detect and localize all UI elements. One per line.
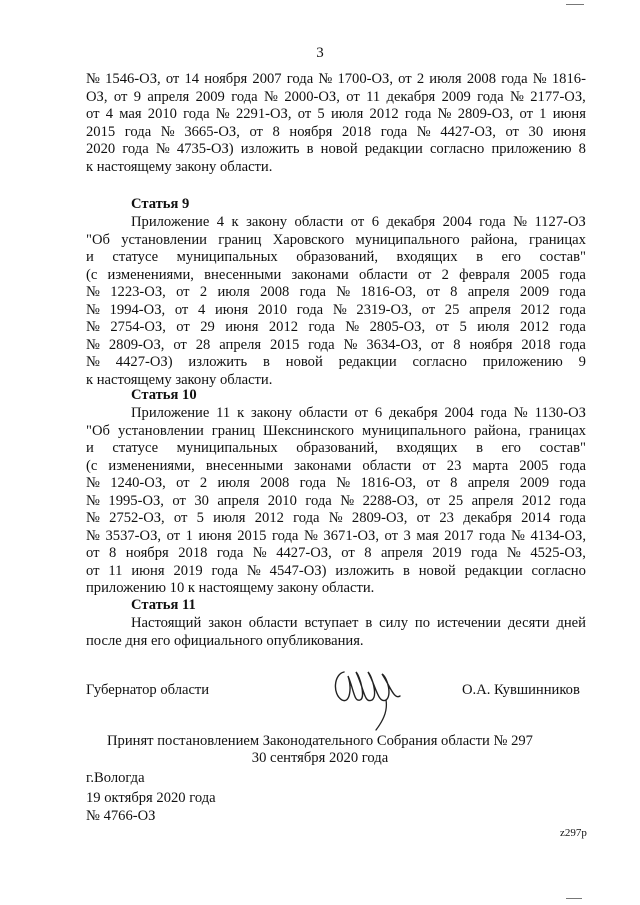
text-line: Приложение 11 к закону области от 6 декабря 2004 года № 1130-ОЗ <box>131 405 586 421</box>
text-line: № 4427-ОЗ) изложить в новой редакции согласно приложению 9 <box>86 354 586 370</box>
text-line: № 2809-ОЗ, от 28 апреля 2015 года № 3634-ОЗ, от 8 ноября 2018 года <box>86 336 586 353</box>
city: г.Вологда <box>86 770 145 786</box>
signing-date: 19 октября 2020 года <box>86 790 216 806</box>
document-code: z297p <box>560 827 587 839</box>
text-line: № 2752-ОЗ, от 5 июля 2012 года № 2809-ОЗ, от 23 декабря 2014 года <box>86 510 586 526</box>
article-10-heading: Статья 10 <box>131 387 197 403</box>
text-line: к настоящему закону области. <box>86 158 273 175</box>
text-line: № 1546-ОЗ, от 14 ноября 2007 года № 1700-ОЗ, от 2 июля 2008 года № 1816- <box>86 71 586 87</box>
text-line: Приложение 4 к закону области от 6 декабря 2004 года № 1127-ОЗ <box>131 214 586 230</box>
text-line: № 3537-ОЗ, от 1 июня 2015 года № 3671-ОЗ, от 3 мая 2017 года № 4134-ОЗ, <box>86 527 586 544</box>
text-line: от 11 июня 2019 года № 4547-ОЗ) изложить в новой редакции согласно <box>86 562 586 579</box>
text-line: после дня его официального опубликования. <box>86 632 364 649</box>
text-line: "Об установлении границ Шекснинского муниципального района, границах <box>86 422 586 439</box>
text-line: и статусе муниципальных образований, входящих в его состав" <box>86 249 586 265</box>
text-line: от 4 мая 2010 года № 2291-ОЗ, от 5 июля 2012 года № 2809-ОЗ, от 1 июня <box>86 106 586 122</box>
text-line: № 1995-ОЗ, от 30 апреля 2010 года № 2288-ОЗ, от 25 апреля 2012 года <box>86 492 586 509</box>
text-line: от 8 ноября 2018 года № 4427-ОЗ, от 8 апреля 2019 года № 4525-ОЗ, <box>86 545 586 561</box>
page-number: 3 <box>316 45 324 61</box>
text-line: № 1994-ОЗ, от 4 июня 2010 года № 2319-ОЗ, от 25 апреля 2012 года <box>86 301 586 318</box>
adoption-line-1: Принят постановлением Законодательного Собрания области № 297 <box>107 733 533 749</box>
article-11-heading: Статья 11 <box>131 597 196 613</box>
text-line: 2020 года № 4735-ОЗ) изложить в новой редакции согласно приложению 8 <box>86 141 586 157</box>
governor-name: О.А. Кувшинников <box>462 682 580 698</box>
text-line: № 1223-ОЗ, от 2 июля 2008 года № 1816-ОЗ, от 8 апреля 2009 года <box>86 284 586 300</box>
law-number: № 4766-ОЗ <box>86 808 156 824</box>
governor-signature <box>330 660 410 732</box>
article-9-heading: Статья 9 <box>131 196 190 212</box>
text-line: приложению 10 к настоящему закону области. <box>86 580 375 596</box>
text-line: Настоящий закон области вступает в силу по истечении десяти дней <box>131 615 586 631</box>
text-line: и статусе муниципальных образований, входящих в его состав" <box>86 440 586 456</box>
text-line: № 2754-ОЗ, от 29 июня 2012 года № 2805-ОЗ, от 5 июля 2012 года <box>86 319 586 335</box>
text-line: 2015 года № 3665-ОЗ, от 8 ноября 2018 года № 4427-ОЗ, от 30 июня <box>86 123 586 140</box>
scan-mark <box>566 898 582 899</box>
adoption-line-2: 30 сентября 2020 года <box>251 750 389 766</box>
text-line: ОЗ, от 9 апреля 2009 года № 2000-ОЗ, от 11 декабря 2009 года № 2177-ОЗ, <box>86 88 586 105</box>
text-line: № 1240-ОЗ, от 2 июля 2008 года № 1816-ОЗ, от 8 апреля 2009 года <box>86 475 586 491</box>
text-line: (с изменениями, внесенными законами области от 23 марта 2005 года <box>86 457 586 474</box>
scan-mark <box>566 4 584 5</box>
governor-title: Губернатор области <box>86 682 210 698</box>
text-line: к настоящему закону области. <box>86 371 273 388</box>
text-line: "Об установлении границ Харовского муниципального района, границах <box>86 231 586 248</box>
text-line: (с изменениями, внесенными законами области от 2 февраля 2005 года <box>86 266 586 283</box>
